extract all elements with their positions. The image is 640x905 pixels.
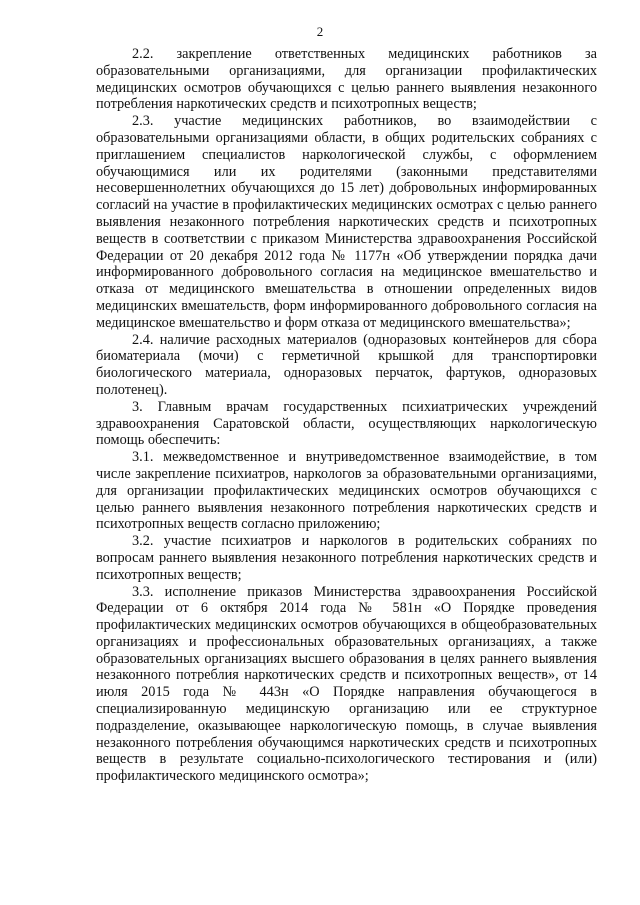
paragraph-3-3: 3.3. исполнение приказов Министерства здравоохранения Российской Федерации от 6 октября 2014 года № 581н «О Порядке проведения профилактических медицинских осмотров обучающихся в общеобразовательных организациях и профессиональных образовательных организациях, а также образовательных организациях высшего образования в целях раннего выявления незаконного потреблия наркотических средств и психотропных веществ», от 14 июля 2015 года № 443н «О Порядке направления обучающегося в специализированную медицинскую организацию или ее структурное подразделение, оказывающее наркологическую помощь, в случае выявления незаконного потребления обучающимся наркотических средств и психотропных веществ в результате социально-психологического тестирования и (или) профилактического медицинского осмотра»; bbox=[96, 583, 597, 785]
paragraph-3-2: 3.2. участие психиатров и наркологов в родительских собраниях по вопросам раннего выявления незаконного потребления наркотических средств и психотропных веществ; bbox=[96, 533, 597, 583]
paragraph-3-1: 3.1. межведомственное и внутриведомственное взаимодействие, в том числе закрепление психиатров, наркологов за образовательными организациями, для организации профилактических медицинских осмотров обучающихся с целью раннего выявления незаконного потребления наркотических средств и психотропных веществ согласно приложению; bbox=[96, 449, 597, 533]
paragraph-2-2: 2.2. закрепление ответственных медицинских работников за образовательными организациями, для организации профилактических медицинских осмотров обучающихся с целью раннего выявления незаконного потребления наркотических средств и психотропных веществ; bbox=[96, 46, 597, 113]
document-body bbox=[96, 46, 597, 785]
page-number: 2 bbox=[316, 24, 324, 39]
paragraph-2-3: 2.3. участие медицинских работников, во взаимодействии с образовательными организациями области, в общих родительских собраниях с приглашением специалистов наркологической службы, с оформлением обучающимися или их родителями (законными представителями несовершеннолетних обучающихся до 15 лет) добровольных информированных согласий на участие в профилактических медицинских осмотрах с целью раннего выявления незаконного потребления наркотических средств и психотропных веществ в соответствии с приказом Министерства здравоохранения Российской Федерации от 20 декабря 2012 года № 1177н «Об утверждении порядка дачи информированного добровольного согласия на медицинское вмешательство и отказа от медицинского вмешательства в отношении определенных видов медицинских вмешательств, форм информированного добровольного согласия на медицинское вмешательство и форм отказа от медицинского вмешательства»; bbox=[96, 113, 597, 331]
paragraph-3: 3. Главным врачам государственных психиатрических учреждений здравоохранения Саратовской области, осуществляющих наркологическую помощь обеспечить: bbox=[96, 398, 597, 449]
paragraph-2-4: 2.4. наличие расходных материалов (одноразовых контейнеров для сбора биоматериала (мочи) с герметичной крышкой для транспортировки биологического материала, одноразовых перчаток, фартуков, одноразовых полотенец). bbox=[96, 331, 597, 398]
